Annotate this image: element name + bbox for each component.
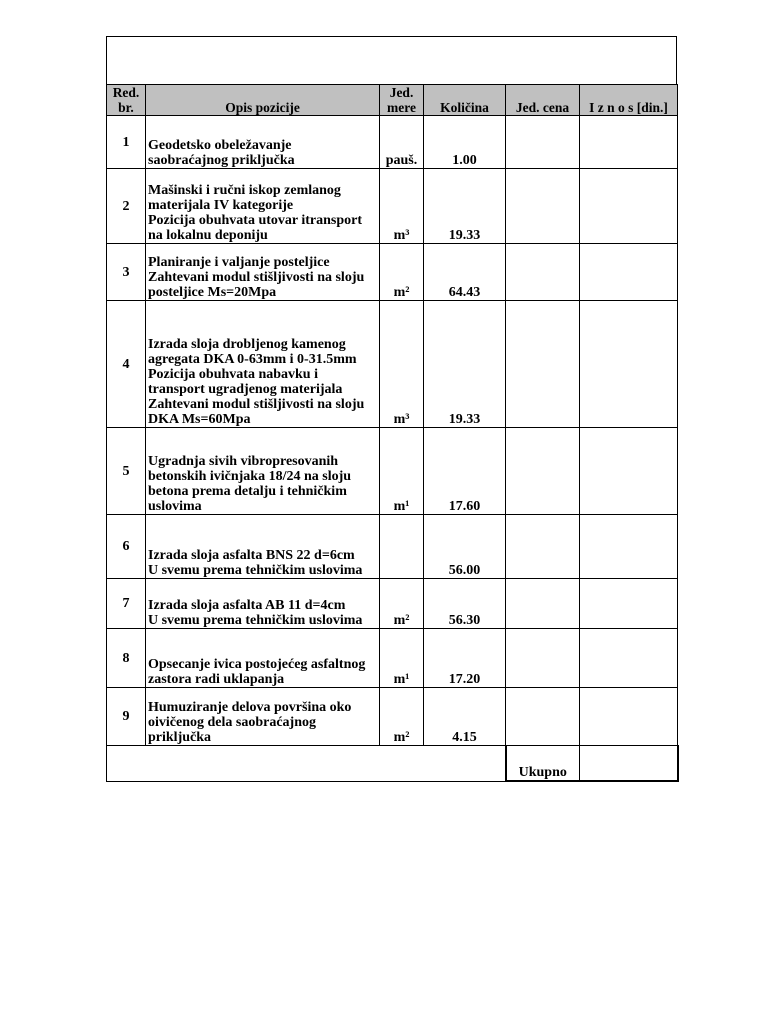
row-amount[interactable] [580,244,678,301]
total-spacer [107,746,506,782]
row-unit: m² [380,688,424,746]
row-number: 8 [107,629,146,688]
row-description: Opsecanje ivica postojećeg asfaltnog zastora radi uklapanja [146,629,380,688]
row-quantity: 19.33 [424,301,506,428]
row-description: Izrada sloja asfalta BNS 22 d=6cm U svemu prema tehničkim uslovima [146,515,380,579]
table-row [107,428,678,515]
row-description: Mašinski i ručni iskop zemlanog materijala IV kategorije Pozicija obuhvata utovar itransport na lokalnu deponiju [146,169,380,244]
row-number: 2 [107,169,146,244]
row-description: Humuziranje delova površina oko oivičenog dela saobraćajnog priključka [146,688,380,746]
header-opis-pozicije: Opis pozicije [146,85,380,116]
row-quantity: 17.60 [424,428,506,515]
row-unit-price[interactable] [506,515,580,579]
title-box [106,36,677,84]
row-quantity: 19.33 [424,169,506,244]
bill-of-quantities [106,36,677,782]
row-description: Planiranje i valjanje posteljice Zahtevani modul stišljivosti na sloju posteljice Ms=20Mpa [146,244,380,301]
row-amount[interactable] [580,169,678,244]
row-quantity: 56.30 [424,579,506,629]
row-unit-price[interactable] [506,169,580,244]
row-unit-price[interactable] [506,688,580,746]
header-jed-cena: Jed. cena [506,85,580,116]
row-amount[interactable] [580,629,678,688]
row-number: 3 [107,244,146,301]
row-unit: m¹ [380,428,424,515]
table-row [107,244,678,301]
table-row [107,169,678,244]
row-unit: pauš. [380,116,424,169]
total-row [107,746,678,782]
row-unit-price[interactable] [506,244,580,301]
row-amount[interactable] [580,688,678,746]
row-unit: m² [380,244,424,301]
table-row [107,515,678,579]
table-row [107,301,678,428]
header-red-br: Red. br. [107,85,146,116]
row-amount[interactable] [580,116,678,169]
row-number: 5 [107,428,146,515]
header-jed-mere: Jed. mere [380,85,424,116]
row-unit [380,515,424,579]
row-quantity: 17.20 [424,629,506,688]
row-description: Ugradnja sivih vibropresovanih betonskih ivičnjaka 18/24 na sloju betona prema detalju i tehničkim uslovima [146,428,380,515]
row-quantity: 64.43 [424,244,506,301]
header-kolicina: Količina [424,85,506,116]
row-description: Geodetsko obeležavanje saobraćajnog priključka [146,116,380,169]
table-row [107,688,678,746]
row-quantity: 4.15 [424,688,506,746]
table-row [107,116,678,169]
row-unit: m³ [380,301,424,428]
total-label: Ukupno [506,746,580,782]
row-amount[interactable] [580,301,678,428]
row-description: Izrada sloja asfalta AB 11 d=4cm U svemu prema tehničkim uslovima [146,579,380,629]
row-unit-price[interactable] [506,579,580,629]
row-number: 7 [107,579,146,629]
row-unit: m³ [380,169,424,244]
row-unit-price[interactable] [506,116,580,169]
header-iznos: I z n o s [din.] [580,85,678,116]
row-quantity: 1.00 [424,116,506,169]
row-number: 4 [107,301,146,428]
row-number: 1 [107,116,146,169]
row-unit-price[interactable] [506,301,580,428]
table-row [107,629,678,688]
row-unit: m¹ [380,629,424,688]
table-header-row [107,85,678,116]
row-amount[interactable] [580,515,678,579]
row-description: Izrada sloja drobljenog kamenog agregata DKA 0-63mm i 0-31.5mm Pozicija obuhvata nabavku i transport ugradjenog materijala Zahtevani modul stišljivosti na sloju DKA Ms=60Mpa [146,301,380,428]
row-amount[interactable] [580,428,678,515]
row-unit: m² [380,579,424,629]
row-amount[interactable] [580,579,678,629]
row-unit-price[interactable] [506,629,580,688]
total-amount[interactable] [580,746,678,782]
row-number: 9 [107,688,146,746]
row-unit-price[interactable] [506,428,580,515]
quantities-table [106,84,679,782]
row-quantity: 56.00 [424,515,506,579]
table-row [107,579,678,629]
row-number: 6 [107,515,146,579]
